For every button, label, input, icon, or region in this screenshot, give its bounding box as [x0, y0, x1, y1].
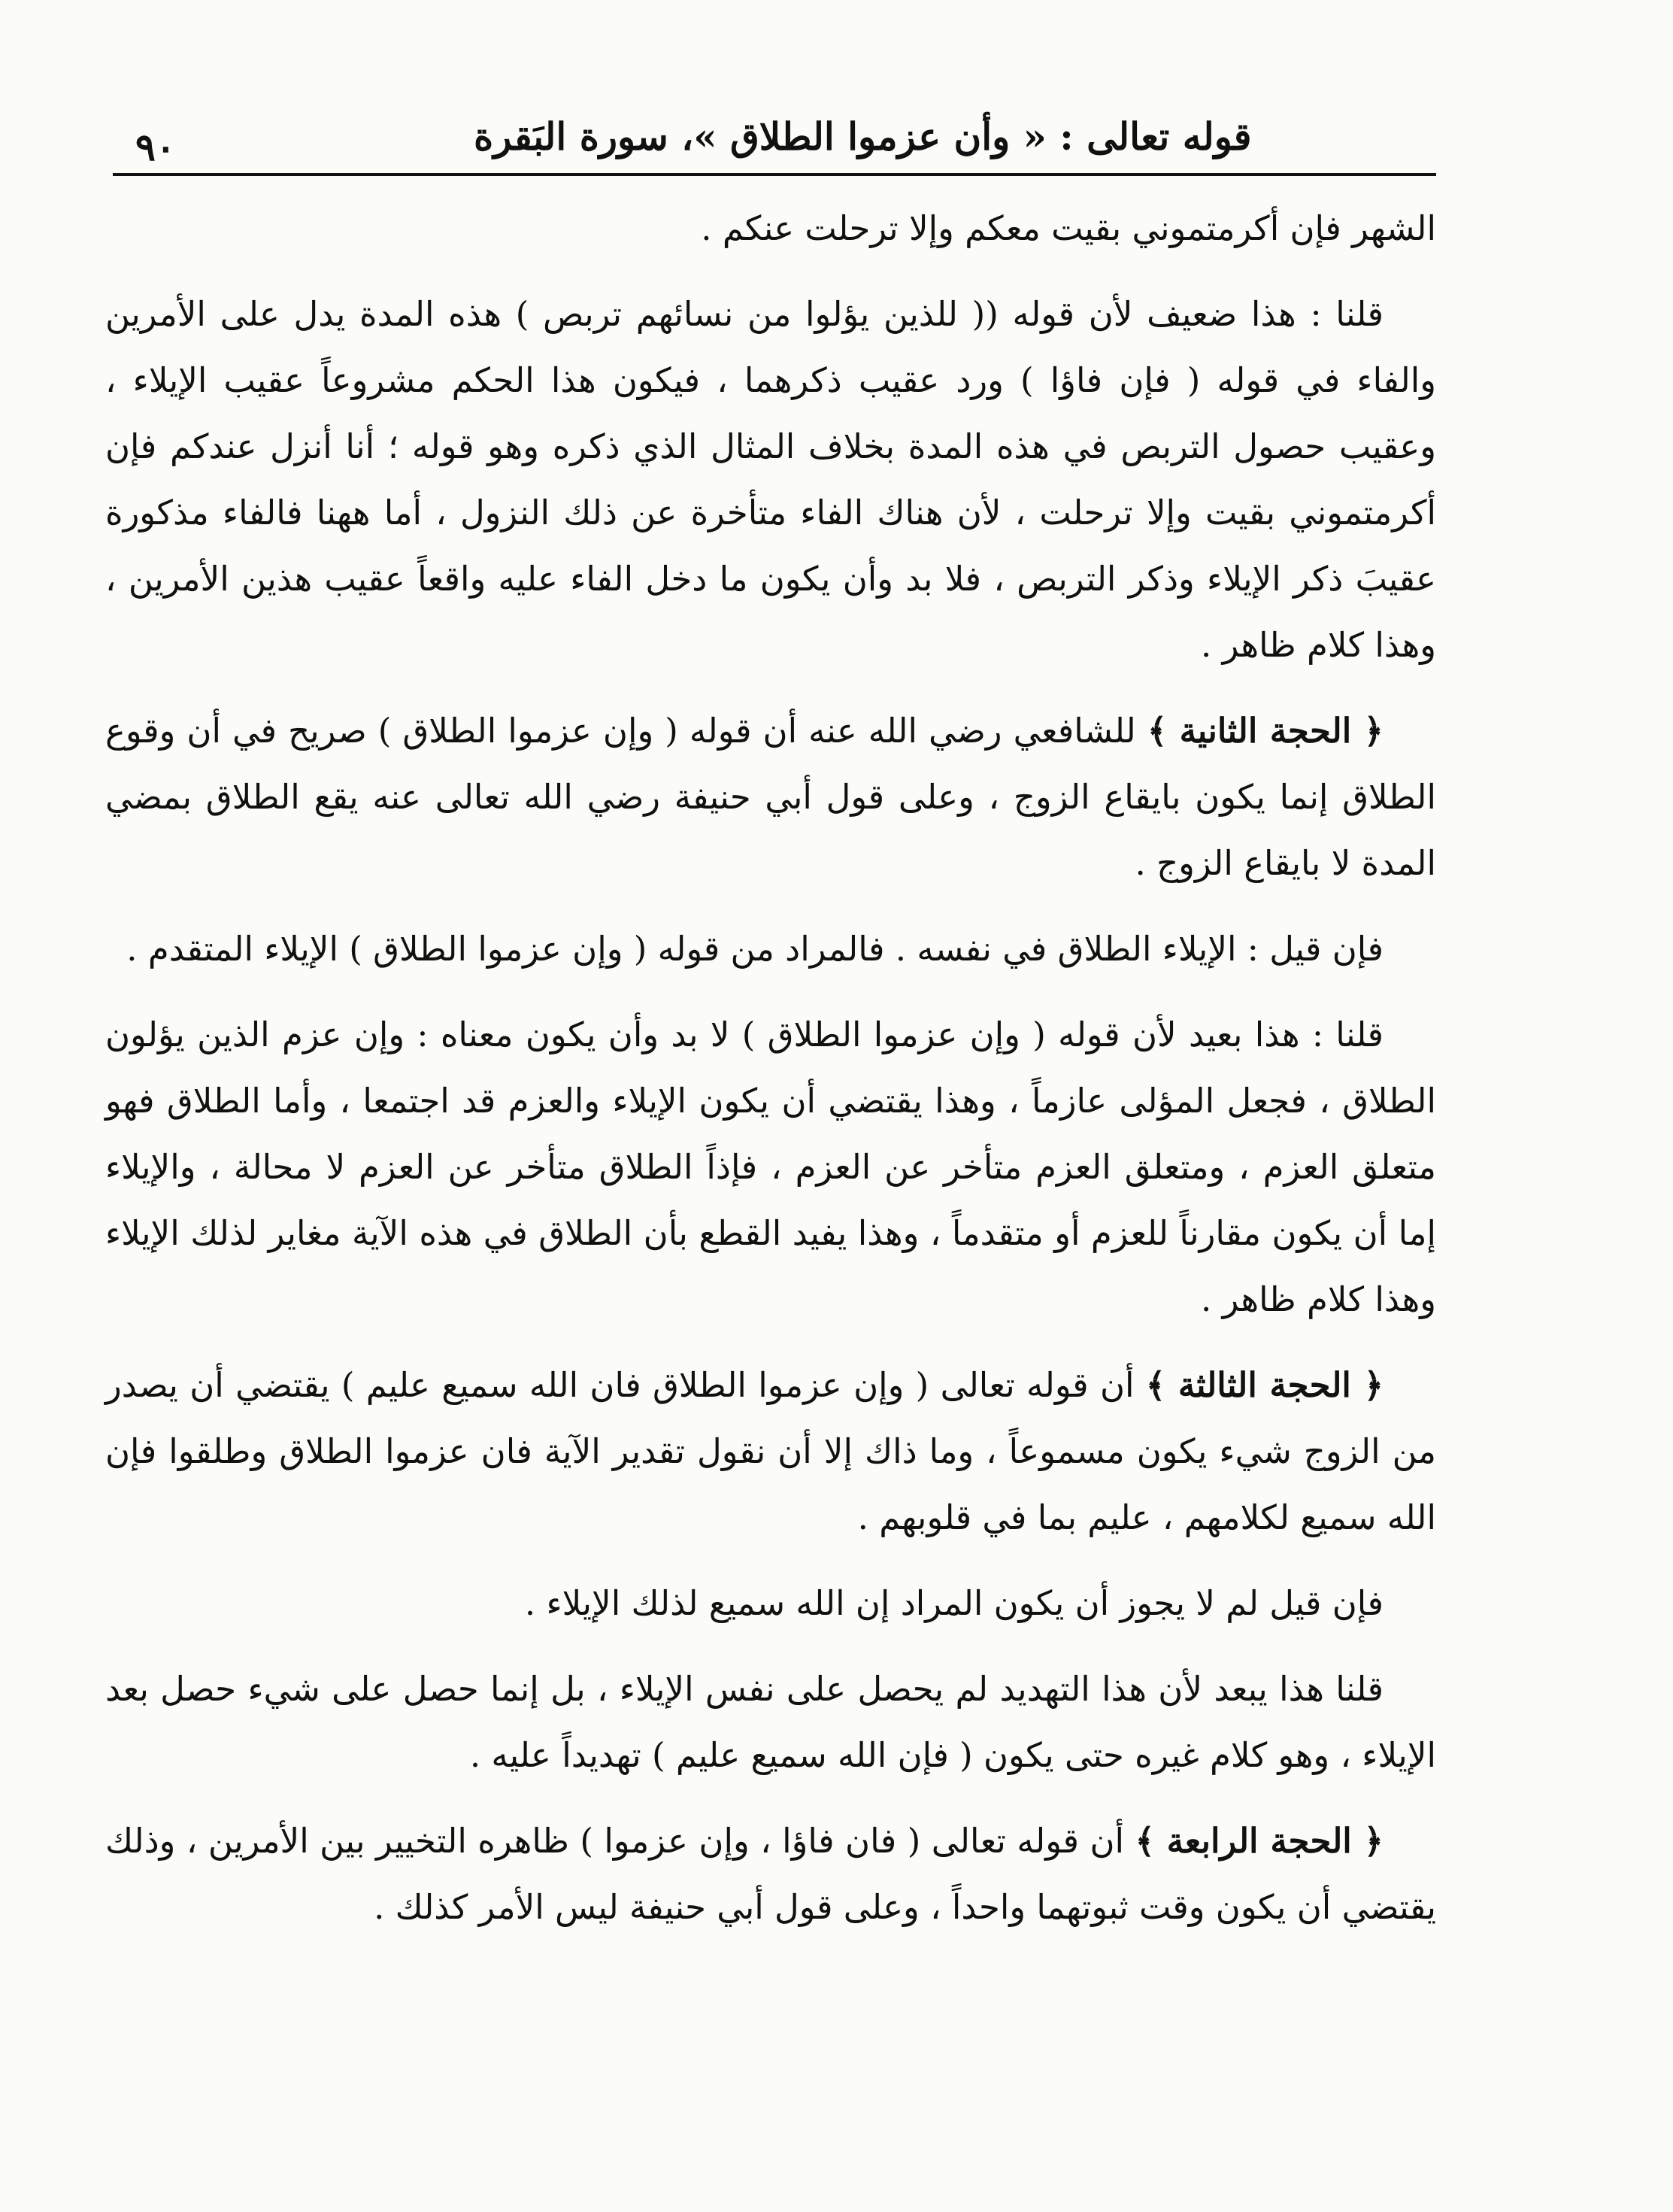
argument-label-fourth: ﴿ الحجة الرابعة ﴾ — [1135, 1821, 1384, 1861]
paragraph-2-text: قلنا : هذا ضعيف لأن قوله (( للذين يؤلوا من نسائهم تربص ) هذه المدة يدل على الأمرين والفاء في قوله ( فإن فاؤا ) ورد عقيب ذكرهما ، فيكون هذا الحكم مشروعاً عقيب الإيلاء ، وعقيب حصول التربص في هذه المدة بخلاف المثال الذي ذكره وهو قوله ؛ أنا أنزل عندكم فإن أكرمتموني بقيت وإلا ترحلت ، لأن هناك الفاء متأخرة عن ذلك النزول ، أما ههنا فالفاء مذكورة عقيبَ ذكر الإيلاء وذكر التربص ، فلا بد وأن يكون ما دخل الفاء عليه واقعاً عقيب هذين الأمرين ، وهذا كلام ظاهر . — [105, 294, 1436, 665]
paragraph-4 — [105, 916, 1436, 982]
paragraph-9-text: أن قوله تعالى ( فان فاؤا ، وإن عزموا ) ظاهره التخيير بين الأمرين ، وذلك يقتضي أن يكون وقت ثبوتهما واحداً ، وعلى قول أبي حنيفة ليس الأمر كذلك . — [105, 1821, 1436, 1927]
paragraph-9 — [105, 1808, 1436, 1940]
paragraph-3-text: للشافعي رضي الله عنه أن قوله ( وإن عزموا الطلاق ) صريح في أن وقوع الطلاق إنما يكون بايقاع الزوج ، وعلى قول أبي حنيفة رضي الله تعالى عنه يقع الطلاق بمضي المدة لا بايقاع الزوج . — [105, 711, 1436, 883]
paragraph-5-text: قلنا : هذا بعيد لأن قوله ( وإن عزموا الطلاق ) لا بد وأن يكون معناه : وإن عزم الذين يؤلون الطلاق ، فجعل المؤلى عازماً ، وهذا يقتضي أن يكون الإيلاء والعزم قد اجتمعا ، وأما الطلاق فهو متعلق العزم ، ومتعلق العزم متأخر عن العزم ، فإذاً الطلاق متأخر عن العزم لا محالة ، والإيلاء إما أن يكون مقارناً للعزم أو متقدماً ، وهذا يفيد القطع بأن الطلاق في هذه الآية مغاير لذلك الإيلاء وهذا كلام ظاهر . — [105, 1015, 1436, 1319]
paragraph-5 — [105, 1002, 1436, 1333]
paragraph-1-text: الشهر فإن أكرمتموني بقيت معكم وإلا ترحلت عنكم . — [701, 208, 1436, 248]
page-number: ٩٠ — [135, 125, 176, 169]
paragraph-8-text: قلنا هذا يبعد لأن هذا التهديد لم يحصل على نفس الإيلاء ، بل إنما حصل على شيء حصل بعد الإيلاء ، وهو كلام غيره حتى يكون ( فإن الله سميع عليم ) تهديداً عليه . — [105, 1669, 1436, 1775]
argument-label-second: ﴿ الحجة الثانية ﴾ — [1147, 711, 1384, 751]
header-rule — [113, 173, 1436, 176]
page-header — [113, 105, 1436, 173]
paragraph-6 — [105, 1352, 1436, 1551]
paragraph-6-text: أن قوله تعالى ( وإن عزموا الطلاق فان الله سميع عليم ) يقتضي أن يصدر من الزوج شيء يكون مسموعاً ، وما ذاك إلا أن نقول تقدير الآية فان عزموا الطلاق وطلقوا فإن الله سميع لكلامهم ، عليم بما في قلوبهم . — [105, 1365, 1436, 1537]
running-title: قوله تعالى : « وأن عزموا الطلاق »، سورة البَقرة — [474, 114, 1252, 159]
paragraph-4-text: فإن قيل : الإيلاء الطلاق في نفسه . فالمراد من قوله ( وإن عزموا الطلاق ) الإيلاء المتقدم . — [126, 929, 1384, 969]
paragraph-2 — [105, 281, 1436, 678]
paragraph-3 — [105, 698, 1436, 897]
body-text — [105, 196, 1436, 1960]
paragraph-8 — [105, 1656, 1436, 1789]
argument-label-third: ﴿ الحجة الثالثة ﴾ — [1145, 1365, 1384, 1405]
paragraph-7 — [105, 1570, 1436, 1637]
paragraph-1 — [105, 196, 1436, 262]
paragraph-7-text: فإن قيل لم لا يجوز أن يكون المراد إن الله سميع لذلك الإيلاء . — [524, 1583, 1384, 1623]
